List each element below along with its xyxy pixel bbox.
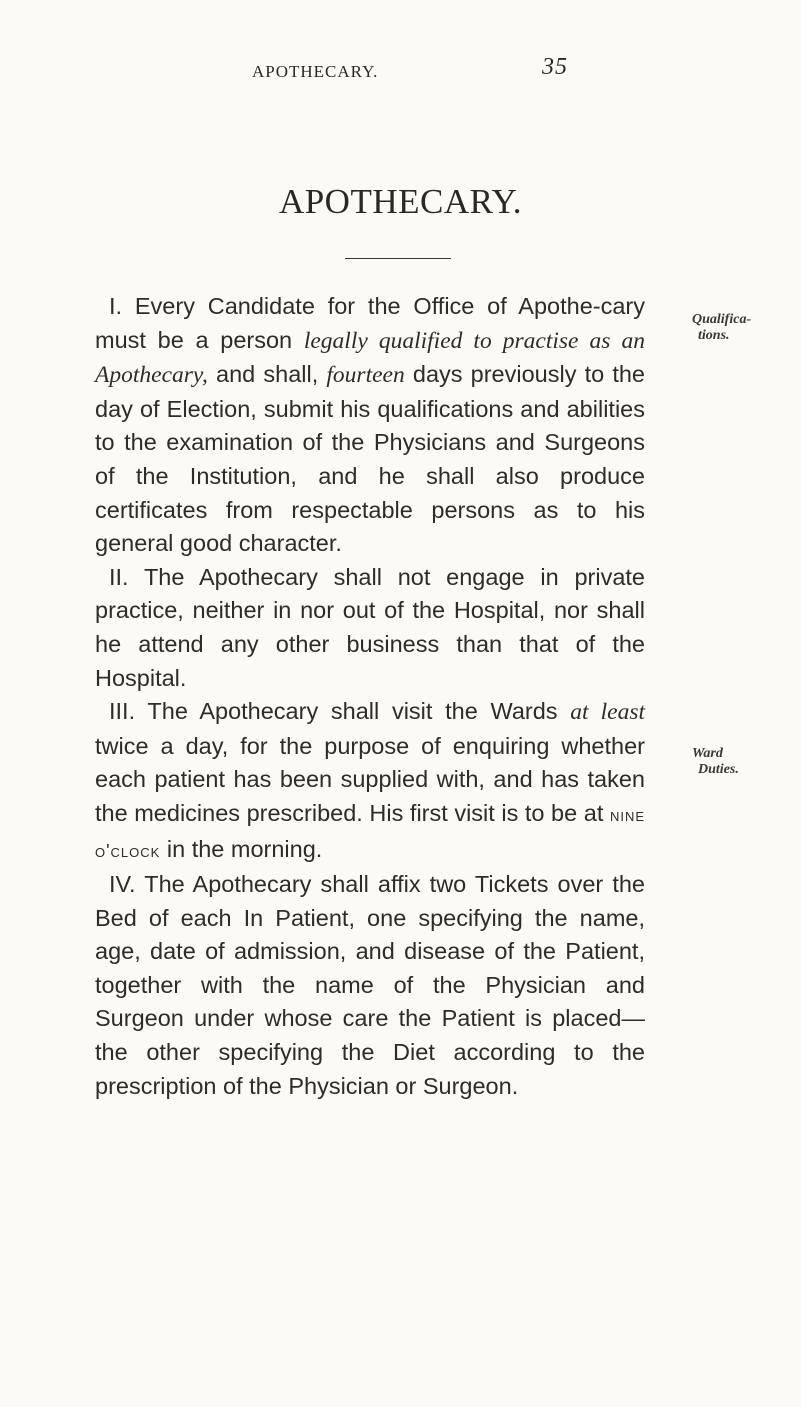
sidenote-line: tions. [698,328,730,343]
running-title: APOTHECARY. [252,62,379,81]
paragraph-text: days previously to the day of Election, submit his qualifications and abilities to the examination of the Physicians and Surgeons of the Institution, and he shall also produce certificates from respectable persons as to his general good character. [95,361,645,557]
paragraph-text: Every Candidate for the Office of Apothe-cary must be a person [95,293,645,353]
paragraph-text: in the morning. [160,835,323,862]
paragraph-text: and shall, [207,361,327,388]
italic-phrase: legally qualified to practise as an Apothecary, [95,327,645,389]
paragraph-4 [95,868,645,1103]
italic-phrase: fourteen [326,362,405,389]
title-rule [345,258,451,259]
paragraph-text: twice a day, for the purpose of enquiring whether each patient has been supplied with, and has taken the medicines prescribed. His first visit is to be at [95,732,645,826]
paragraph-2 [95,561,645,695]
sidenote-line: Qualifica- [692,312,752,327]
paragraph-1 [95,290,645,561]
paragraph-number: II. [109,563,129,590]
paragraph-text: The Apothecary shall not engage in private practice, neither in nor out of the Hospital, nor shall he attend any other business than that of the Hospital. [95,563,645,691]
paragraph-number: III. [109,698,136,725]
paragraph-text: The Apothecary shall visit the Wards [135,698,571,725]
paragraph-number: IV. [109,871,136,898]
paragraph-text: The Apothecary shall affix two Tickets over the Bed of each In Patient, one specifying the name, age, date of admission, and disease of the Patient, together with the name of the Physician and Surgeon under whose care the Patient is placed—the other specifying the Diet according to the prescription of the Physician or Surgeon. [95,871,645,1099]
sidenote-line: Duties. [698,762,739,777]
paragraph-3 [95,695,645,868]
small-caps-phrase: nine o'clock [95,804,645,861]
sidenote-ward-duties [692,746,788,778]
page-number: 35 [542,54,568,80]
sidenote-line: Ward [692,746,723,761]
page-title: APOTHECARY. [278,182,523,221]
sidenote-qualifications [692,312,788,344]
body-text [95,290,645,1103]
paragraph-number: I. [109,293,123,319]
italic-phrase: at least [570,699,645,726]
